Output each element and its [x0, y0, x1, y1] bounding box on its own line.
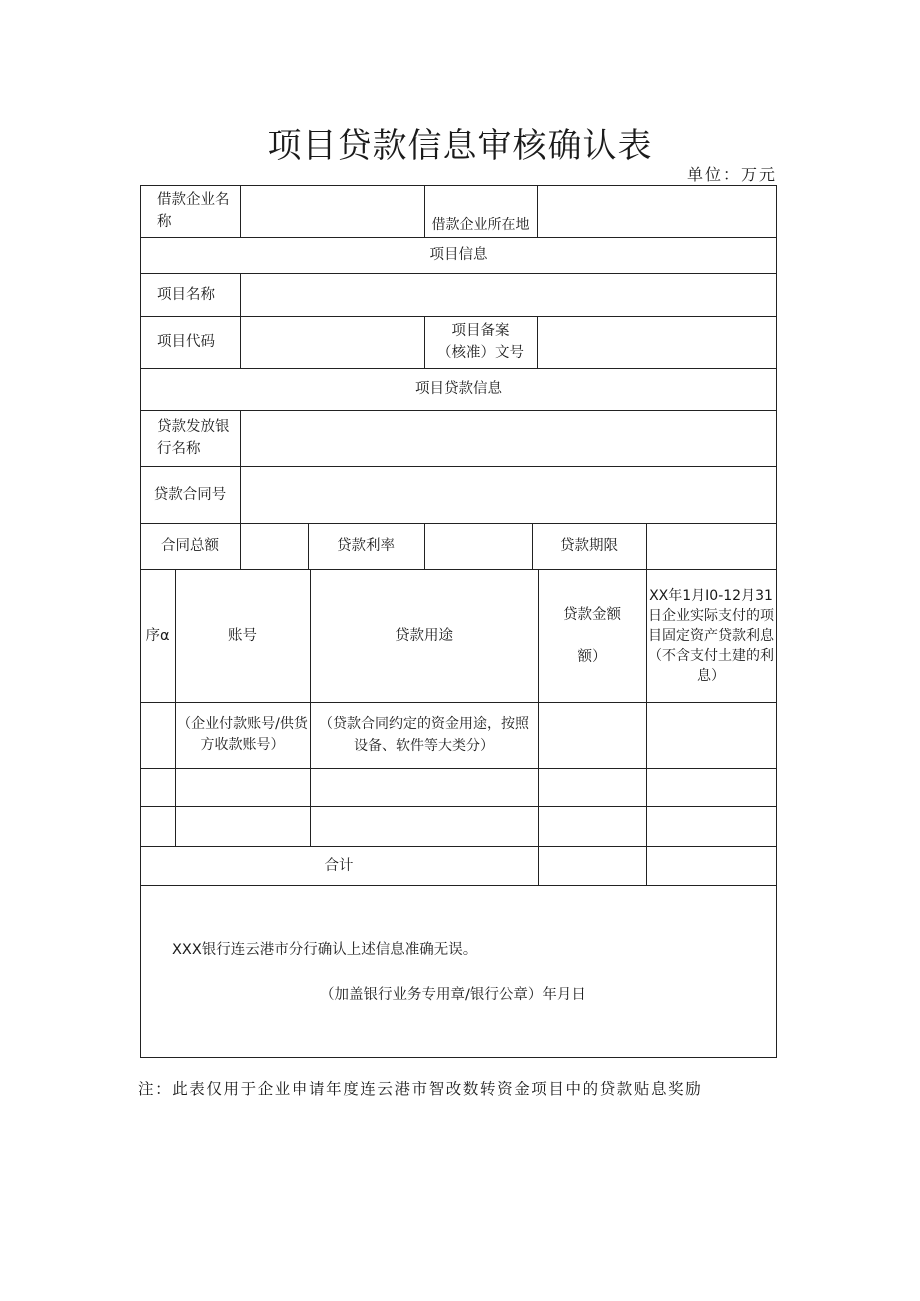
loan-info-header: 项目贷款信息 [415, 381, 502, 397]
col-amount-header [538, 569, 646, 702]
purpose-hint: （贷款合同约定的资金用途，按照设备、软件等大类分） [319, 716, 529, 754]
contract-total-field[interactable] [240, 523, 308, 569]
bank-name-field[interactable] [240, 410, 776, 466]
table-border-right [776, 185, 777, 1058]
borrower-location-label: 借款企业所在地 [431, 217, 530, 233]
contract-total-label: 合同总额 [161, 538, 219, 554]
project-filing-label [424, 316, 537, 368]
project-filing-label-line2: （核准）文号 [437, 345, 524, 361]
account-hint: （企业付款账号/供货方收款账号） [177, 716, 308, 753]
form-title: 项目贷款信息审核确认表 [267, 126, 653, 166]
col-interest-header: XX年1月I0-12月31日企业实际支付的项目固定资产贷款利息（不含支付土建的利息） [648, 587, 774, 684]
interest-rate-label: 贷款利率 [337, 538, 395, 554]
borrower-name-field[interactable] [240, 185, 424, 237]
project-filing-field[interactable] [537, 316, 776, 368]
col-amount-header-line2: 额） [577, 648, 607, 665]
table-row[interactable] [175, 768, 310, 806]
loan-term-label: 贷款期限 [560, 538, 618, 554]
bank-confirm-statement: XXX银行连云港市分行确认上述信息准确无误。 [172, 942, 478, 958]
project-code-label: 项目代码 [157, 334, 215, 350]
bank-stamp-line: （加盖银行业务专用章/银行公章）年月日 [320, 987, 586, 1003]
loan-term-field[interactable] [646, 523, 776, 569]
bank-name-label: 贷款发放银行名称 [157, 419, 230, 457]
col-purpose-header: 贷款用途 [395, 627, 453, 644]
table-row[interactable] [310, 768, 538, 806]
footnote: 注：此表仅用于企业申请年度连云港市智改数转资金项目中的贷款贴息奖励 [138, 1080, 703, 1098]
total-interest-field[interactable] [646, 846, 776, 885]
row-line [140, 885, 777, 886]
contract-no-field[interactable] [240, 466, 776, 523]
col-amount-header-line1: 贷款金额 [563, 606, 621, 623]
table-row[interactable] [310, 806, 538, 846]
col-seq-header: 序α [145, 627, 170, 644]
total-label: 合计 [324, 857, 354, 874]
project-name-label: 项目名称 [157, 286, 215, 303]
table-row[interactable] [175, 806, 310, 846]
borrower-location-field[interactable] [537, 185, 776, 237]
interest-rate-field[interactable] [424, 523, 532, 569]
total-amount-field[interactable] [538, 846, 646, 885]
form-table [140, 185, 777, 1058]
project-code-field[interactable] [240, 316, 424, 368]
unit-label: 单位：万元 [686, 165, 777, 184]
borrower-name-label: 借款企业名称 [157, 192, 230, 230]
project-filing-label-line1: 项目备案 [451, 323, 510, 339]
project-info-header: 项目信息 [429, 247, 488, 263]
contract-no-label: 贷款合同号 [153, 486, 227, 503]
col-account-header: 账号 [228, 627, 257, 644]
project-name-field[interactable] [240, 273, 776, 316]
table-border-bottom [140, 1057, 777, 1058]
